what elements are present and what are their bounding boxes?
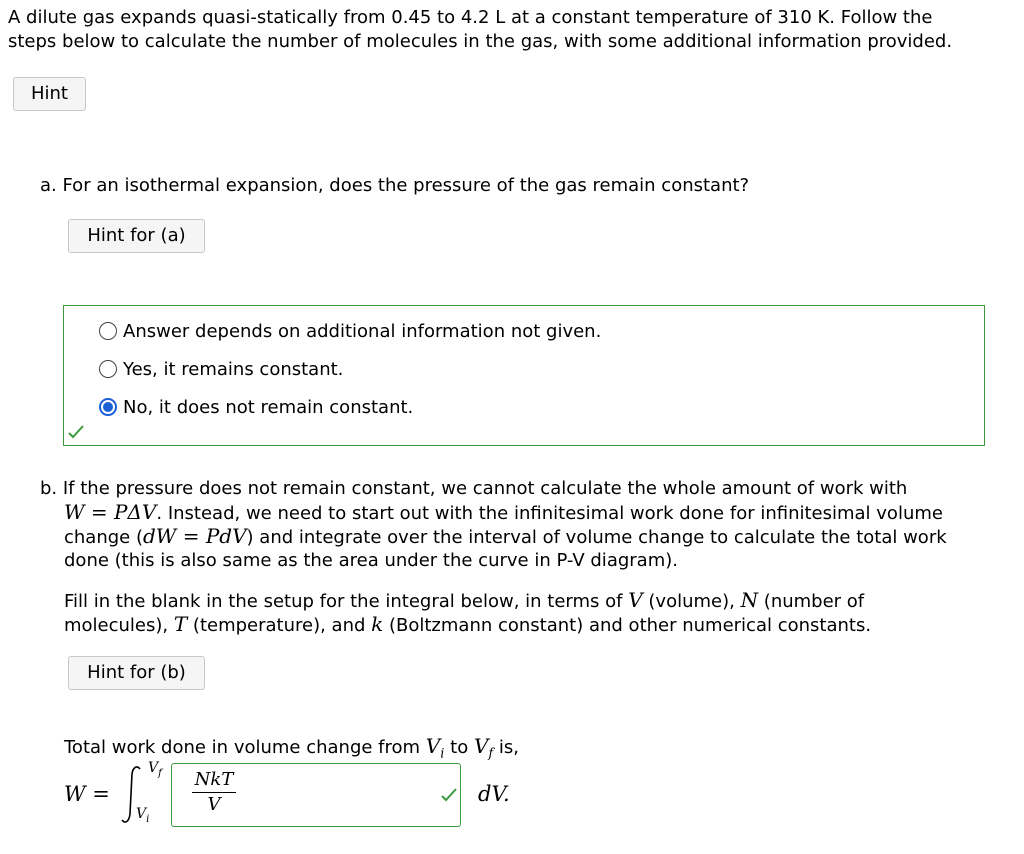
- total-pre: Total work done in volume change from: [64, 737, 426, 758]
- radio-no-selected[interactable]: [99, 398, 117, 416]
- fill-line-2: [64, 613, 964, 637]
- fill-v-label: (volume),: [642, 591, 741, 612]
- check-icon: [440, 787, 458, 803]
- part-b-line-3: [40, 525, 1000, 550]
- part-b-line-2: [40, 501, 1000, 526]
- part-b-text: [40, 478, 1000, 572]
- problem-line-1: A dilute gas expands quasi-statically from 0.45 to 4.2 L at a constant temperature of 310 K. Follow the: [8, 7, 933, 28]
- vi-subscript: i: [440, 746, 445, 762]
- part-b-line-2-rest: . Instead, we need to start out with the infinitesimal work done for infinitesimal volume: [156, 502, 943, 524]
- answer-denominator: V: [207, 794, 221, 815]
- upper-sub: f: [158, 767, 162, 779]
- fill-k-label: (Boltzmann constant) and other numerical constants.: [383, 615, 872, 636]
- w-pdv-math: W = PΔV: [64, 499, 157, 524]
- answer-input-b[interactable]: [171, 763, 461, 827]
- total-to: to: [444, 737, 474, 758]
- integral-upper-limit: [148, 760, 162, 779]
- fill-n-label: (number of: [758, 591, 865, 612]
- vf-symbol: V: [473, 734, 489, 758]
- option-depends-label: Answer depends on additional information not given.: [123, 321, 602, 342]
- integral-lower-limit: [136, 806, 149, 825]
- dv-label: dV.: [478, 782, 510, 806]
- vf-subscript: f: [488, 746, 494, 762]
- part-b-line-1: b. If the pressure does not remain constant, we cannot calculate the whole amount of work with: [40, 478, 908, 499]
- hint-button[interactable]: Hint: [13, 77, 86, 111]
- lower-sub: i: [146, 813, 150, 825]
- upper-v: V: [148, 760, 159, 776]
- part-a-question: a. For an isothermal expansion, does the pressure of the gas remain constant?: [40, 175, 750, 196]
- fill-instructions: [64, 589, 964, 637]
- problem-statement: [8, 6, 1008, 54]
- part-b-line-3-rest: ) and integrate over the interval of volume change to calculate the total work: [246, 527, 947, 548]
- total-work-line: [64, 734, 519, 767]
- fraction-bar: [192, 792, 236, 793]
- option-no-label: No, it does not remain constant.: [123, 397, 414, 418]
- lower-v: V: [136, 806, 147, 822]
- fill-line-1: [64, 589, 964, 613]
- dw-pdv-math: dW = PdV: [143, 524, 247, 548]
- answer-numerator: NkT: [194, 769, 234, 790]
- part-b-line-4: done (this is also same as the area under the curve in P-V diagram).: [64, 549, 678, 571]
- part-b-line-3-pre: change (: [64, 527, 143, 548]
- fill-line2-pre: molecules),: [64, 615, 174, 636]
- option-yes-label: Yes, it remains constant.: [123, 359, 344, 380]
- radio-yes[interactable]: [99, 360, 117, 378]
- fill-t-label: (temperature), and: [187, 615, 372, 636]
- var-k: k: [371, 612, 384, 636]
- fill-pre: Fill in the blank in the setup for the integral below, in terms of: [64, 591, 629, 612]
- answer-fraction: [192, 769, 236, 816]
- var-v: V: [628, 588, 643, 612]
- vi-symbol: V: [425, 734, 441, 758]
- part-a-answer-box: [63, 305, 985, 446]
- var-n: N: [740, 588, 759, 612]
- hint-a-button[interactable]: Hint for (a): [68, 219, 205, 253]
- var-t: T: [173, 612, 188, 636]
- hint-b-button[interactable]: Hint for (b): [68, 656, 205, 690]
- problem-line-2: steps below to calculate the number of molecules in the gas, with some additional information provided.: [8, 31, 953, 52]
- radio-depends[interactable]: [99, 322, 117, 340]
- w-equals: W =: [64, 782, 110, 806]
- total-post: is,: [493, 737, 520, 758]
- check-icon: [67, 424, 85, 440]
